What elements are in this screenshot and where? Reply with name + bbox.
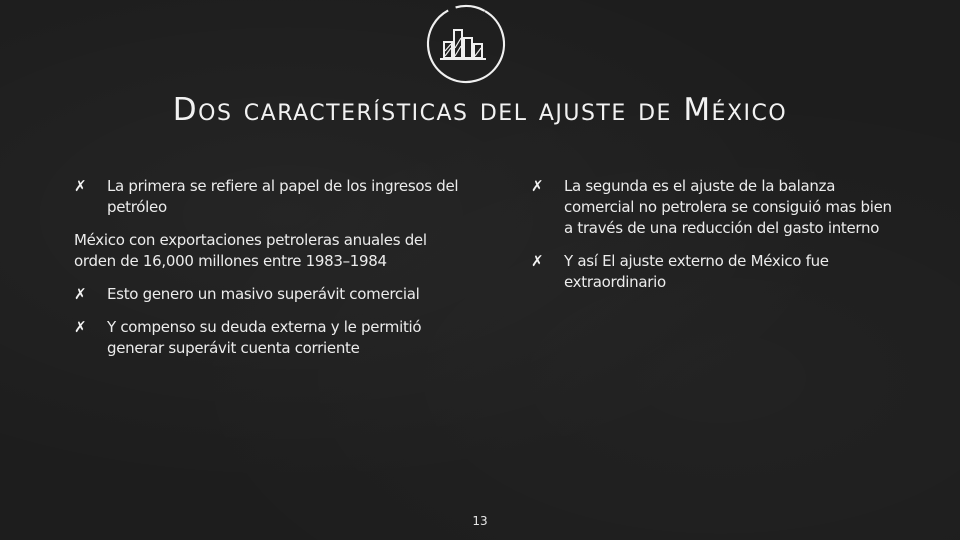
x-mark-icon: ✗ <box>74 285 87 303</box>
bullet-text: Esto genero un masivo superávit comercial <box>107 285 420 303</box>
bullet-text: Y así El ajuste externo de México fue extraordinario <box>564 252 829 291</box>
list-item <box>74 317 464 359</box>
x-mark-icon: ✗ <box>74 318 87 336</box>
bullet-text: Y compenso su deuda externa y le permitió generar superávit cuenta corriente <box>107 318 422 357</box>
bar-chart-icon <box>424 2 508 86</box>
x-mark-icon: ✗ <box>74 177 87 195</box>
right-column <box>531 176 901 305</box>
list-item <box>531 176 901 239</box>
slide-title: Dos características del ajuste de México <box>172 92 788 128</box>
page-number: 13 <box>472 514 488 528</box>
left-column <box>74 176 464 371</box>
list-item <box>531 251 901 293</box>
bullet-text: La segunda es el ajuste de la balanza comercial no petrolera se consiguió mas bien a través de una reducción del gasto interno <box>564 177 892 237</box>
bullet-text: La primera se refiere al papel de los ingresos del petróleo <box>107 177 459 216</box>
x-mark-icon: ✗ <box>531 177 544 195</box>
list-item <box>74 284 464 305</box>
paragraph-text: México con exportaciones petroleras anuales del orden de 16,000 millones entre 1983–1984 <box>74 231 427 270</box>
list-item <box>74 176 464 218</box>
x-mark-icon: ✗ <box>531 252 544 270</box>
